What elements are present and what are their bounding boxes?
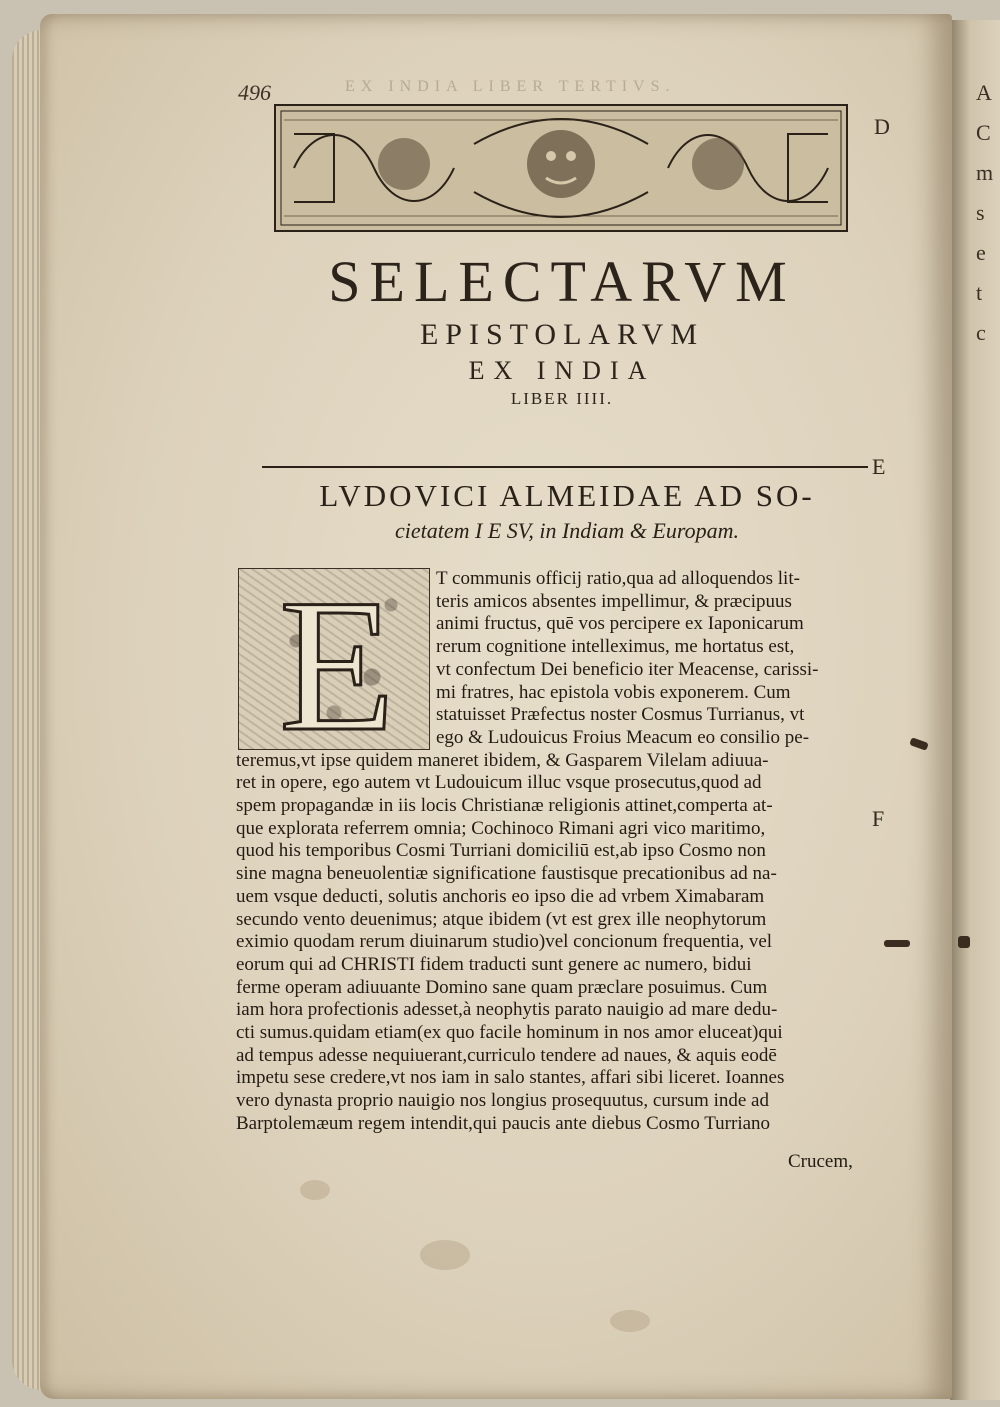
- text-line: secundo vento deuenimus; atque ibidem (vt est grex ille neophytorum: [236, 908, 767, 930]
- book-title: SELECTARVM: [328, 249, 796, 314]
- text-line: rerum cognitione intelleximus, me hortatus est,: [436, 636, 795, 658]
- ink-mark: [958, 936, 970, 948]
- section-rule: [262, 466, 868, 468]
- text-line: spem propagandæ in iis locis Christianæ religionis attinet,comperta at-: [236, 795, 773, 817]
- book-title-line-3: EX INDIA: [468, 356, 656, 385]
- fragment: c: [976, 320, 986, 345]
- fragment: m: [976, 160, 994, 185]
- text-line: que explorata referrem omnia; Cochinoco Rimani agri vico maritimo,: [236, 817, 766, 839]
- margin-letter-d: D: [874, 114, 890, 139]
- letter-subheading: cietatem I E SV, in Indiam & Europam.: [394, 518, 739, 543]
- text-line: statuisset Præfectus noster Cosmus Turrianus, vt: [436, 704, 805, 726]
- ink-mark: [884, 940, 910, 947]
- margin-letter-e: E: [872, 454, 886, 479]
- text-line: teris amicos absentes impellimur, & præcipuus: [436, 590, 792, 612]
- fragment: e: [976, 240, 986, 265]
- text-line: ad tempus adesse nequiuerant,curriculo tendere ad naues, & aquis eodē: [236, 1044, 777, 1066]
- text-line: uem vsque deducti, solutis anchoris eo ipso die ad vrbem Ximabaram: [236, 885, 765, 907]
- fragment: t: [976, 280, 983, 305]
- text-line: vero dynasta proprio nauigio nos longius prosequutus, cursum inde ad: [236, 1090, 769, 1112]
- text-line: mi fratres, hac epistola vobis exponerem. Cum: [436, 681, 791, 703]
- paper-stain: [610, 1310, 650, 1332]
- fragment: s: [976, 200, 985, 225]
- text-line: T communis officij ratio,qua ad alloquendos lit-: [436, 568, 800, 589]
- book-title-line-2: EPISTOLARVM: [419, 318, 705, 351]
- text-line: teremus,vt ipse quidem maneret ibidem, & Gasparem Vilelam adiuua-: [236, 749, 769, 771]
- text-line: quod his temporibus Cosmi Turriani domiciliū est,ab ipso Cosmo non: [236, 840, 766, 862]
- text-line: vt confectum Dei beneficio iter Meacense, carissi-: [436, 658, 819, 680]
- text-line: ret in opere, ego autem vt Ludouicum illuc vsque prosecutus,quod ad: [236, 772, 762, 794]
- text-line: Barptolemæum regem intendit,qui paucis ante diebus Cosmo Turriano: [236, 1112, 771, 1134]
- text-line: iam hora profectionis adesset,à neophytis parato nauigio ad mare dedu-: [236, 999, 778, 1021]
- book-number: LIBER IIII.: [510, 389, 614, 408]
- ornamental-headpiece: [274, 104, 848, 232]
- text-line: ferme operam adiuuante Domino sane quam præclare posuimus. Cum: [236, 976, 768, 998]
- facing-page-fragments: [976, 80, 993, 360]
- text-line: eximio quodam rerum diuinarum studio)vel concionum frequentia, vel: [236, 931, 773, 953]
- letter-heading: LVDOVICI ALMEIDAE AD SO-: [319, 478, 815, 513]
- text-line: impetu sese credere,vt nos iam in salo stantes, affari sibi liceret. Ioannes: [236, 1067, 785, 1089]
- text-line: animi fructus, quē vos percipere ex Iaponicarum: [436, 613, 804, 635]
- paper-stain: [300, 1180, 330, 1200]
- letter-body: [236, 568, 876, 1136]
- text-line: cti sumus.quidam etiam(ex quo facile hominum in nos amor eluceat)qui: [236, 1022, 783, 1044]
- page-number: 496: [238, 80, 271, 105]
- bleed-through-running-head: EX INDIA LIBER TERTIVS.: [345, 78, 676, 95]
- paper-stain: [420, 1240, 470, 1270]
- fragment: C: [976, 120, 991, 145]
- catchword: Crucem,: [788, 1151, 853, 1172]
- text-line: ego & Ludouicus Froius Meacum eo consilio pe-: [436, 726, 810, 748]
- margin-letter-f: F: [872, 806, 885, 831]
- fragment: A: [976, 80, 992, 105]
- initial-glyph: E: [279, 569, 396, 749]
- text-line: sine magna beneuolentiæ significatione faustisque precationibus ad na-: [236, 863, 777, 885]
- text-line: eorum qui ad CHRISTI fidem traducti sunt genere ac numero, bidui: [236, 953, 752, 975]
